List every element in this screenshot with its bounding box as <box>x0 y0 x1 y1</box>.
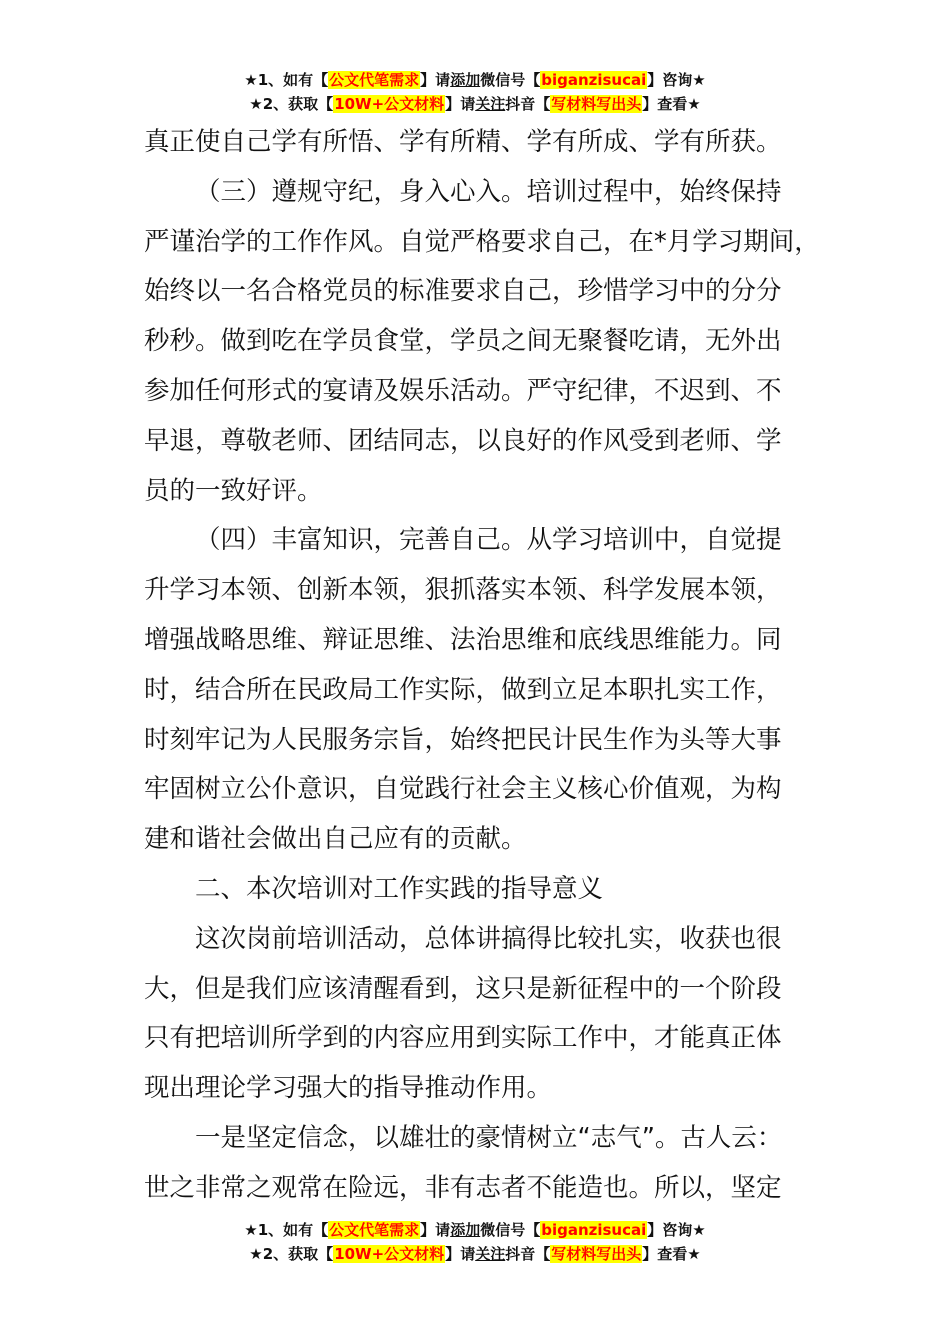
text-line: （三）遵规守纪，身入心入。培训过程中，始终保持 <box>195 176 782 207</box>
text-line: 牢固树立公仆意识，自觉践行社会主义核心价值观，为构 <box>144 774 782 805</box>
text-line: 早退，尊敬老师、团结同志，以良好的作风受到老师、学 <box>144 425 782 456</box>
banner-line-1 <box>0 68 950 92</box>
text-line: 员的一致好评。 <box>144 475 323 506</box>
text-line: 大，但是我们应该清醒看到，这只是新征程中的一个阶段 <box>144 973 782 1004</box>
banner-text: 】查看★ <box>642 1245 701 1263</box>
section-heading: 二、本次培训对工作实践的指导意义 <box>195 873 604 904</box>
text-line: 只有把培训所学到的内容应用到实际工作中，才能真正体 <box>144 1023 782 1054</box>
banner-highlight: biganzisucai <box>541 1221 647 1239</box>
banner-text: 微信号【 <box>480 1221 541 1239</box>
banner-text: ★2、获取【 <box>249 1245 334 1263</box>
banner-underlined-text: 关注 <box>475 1245 506 1263</box>
banner-text: 抖音【 <box>505 95 551 113</box>
banner-highlight: 写材料写出头 <box>551 95 642 113</box>
text-line: 升学习本领、创新本领，狠抓落实本领、科学发展本领， <box>144 575 782 606</box>
banner-highlight: 10W+公文材料 <box>334 95 445 113</box>
banner-highlight: 公文代笔需求 <box>329 1221 420 1239</box>
banner-line-2 <box>0 1242 950 1266</box>
text-line: 真正使自己学有所悟、学有所精、学有所成、学有所获。 <box>144 127 782 157</box>
banner-highlight: 10W+公文材料 <box>334 1245 445 1263</box>
text-line: 严谨治学的工作作风。自觉严格要求自己，在*月学习期间， <box>144 226 820 257</box>
banner-text: 】查看★ <box>642 95 701 113</box>
banner-underlined-text: 添加 <box>450 71 481 89</box>
banner-highlight: biganzisucai <box>541 71 647 89</box>
text-line: 时刻牢记为人民服务宗旨，始终把民计民生作为头等大事 <box>144 724 782 755</box>
banner-text: 】请 <box>445 95 476 113</box>
banner-text: 】咨询★ <box>647 1221 706 1239</box>
text-line: （四）丰富知识，完善自己。从学习培训中，自觉提 <box>195 525 782 556</box>
banner-underlined-text: 关注 <box>475 95 506 113</box>
text-line: 始终以一名合格党员的标准要求自己，珍惜学习中的分分 <box>144 276 782 307</box>
text-line: 建和谐社会做出自己应有的贡献。 <box>144 824 527 855</box>
text-line: 一是坚定信念，以雄壮的豪情树立“志气”。古人云： <box>195 1122 783 1153</box>
banner-text: 】请 <box>420 71 451 89</box>
banner-line-2 <box>0 92 950 116</box>
document-body <box>144 118 834 1214</box>
banner-text: 微信号【 <box>480 71 541 89</box>
banner-text: ★1、如有【 <box>244 71 329 89</box>
banner-highlight: 写材料写出头 <box>551 1245 642 1263</box>
text-line: 时，结合所在民政局工作实际，做到立足本职扎实工作， <box>144 674 782 705</box>
footer-banner <box>0 1218 950 1266</box>
text-line: 参加任何形式的宴请及娱乐活动。严守纪律，不迟到、不 <box>144 375 782 406</box>
text-line: 世之非常之观常在险远，非有志者不能造也。所以，坚定 <box>144 1172 782 1203</box>
banner-text: 】咨询★ <box>647 71 706 89</box>
text-line: 这次岗前培训活动，总体讲搞得比较扎实，收获也很 <box>195 923 782 954</box>
text-line: 秒秒。做到吃在学员食堂，学员之间无聚餐吃请，无外出 <box>144 326 782 357</box>
header-banner <box>0 68 950 116</box>
banner-text: 】请 <box>445 1245 476 1263</box>
banner-underlined-text: 添加 <box>450 1221 481 1239</box>
banner-line-1 <box>0 1218 950 1242</box>
banner-text: ★1、如有【 <box>244 1221 329 1239</box>
banner-highlight: 公文代笔需求 <box>329 71 420 89</box>
banner-text: 】请 <box>420 1221 451 1239</box>
banner-text: ★2、获取【 <box>249 95 334 113</box>
text-line: 现出理论学习强大的指导推动作用。 <box>144 1073 553 1104</box>
text-line: 增强战略思维、辩证思维、法治思维和底线思维能力。同 <box>144 624 782 655</box>
banner-text: 抖音【 <box>505 1245 551 1263</box>
